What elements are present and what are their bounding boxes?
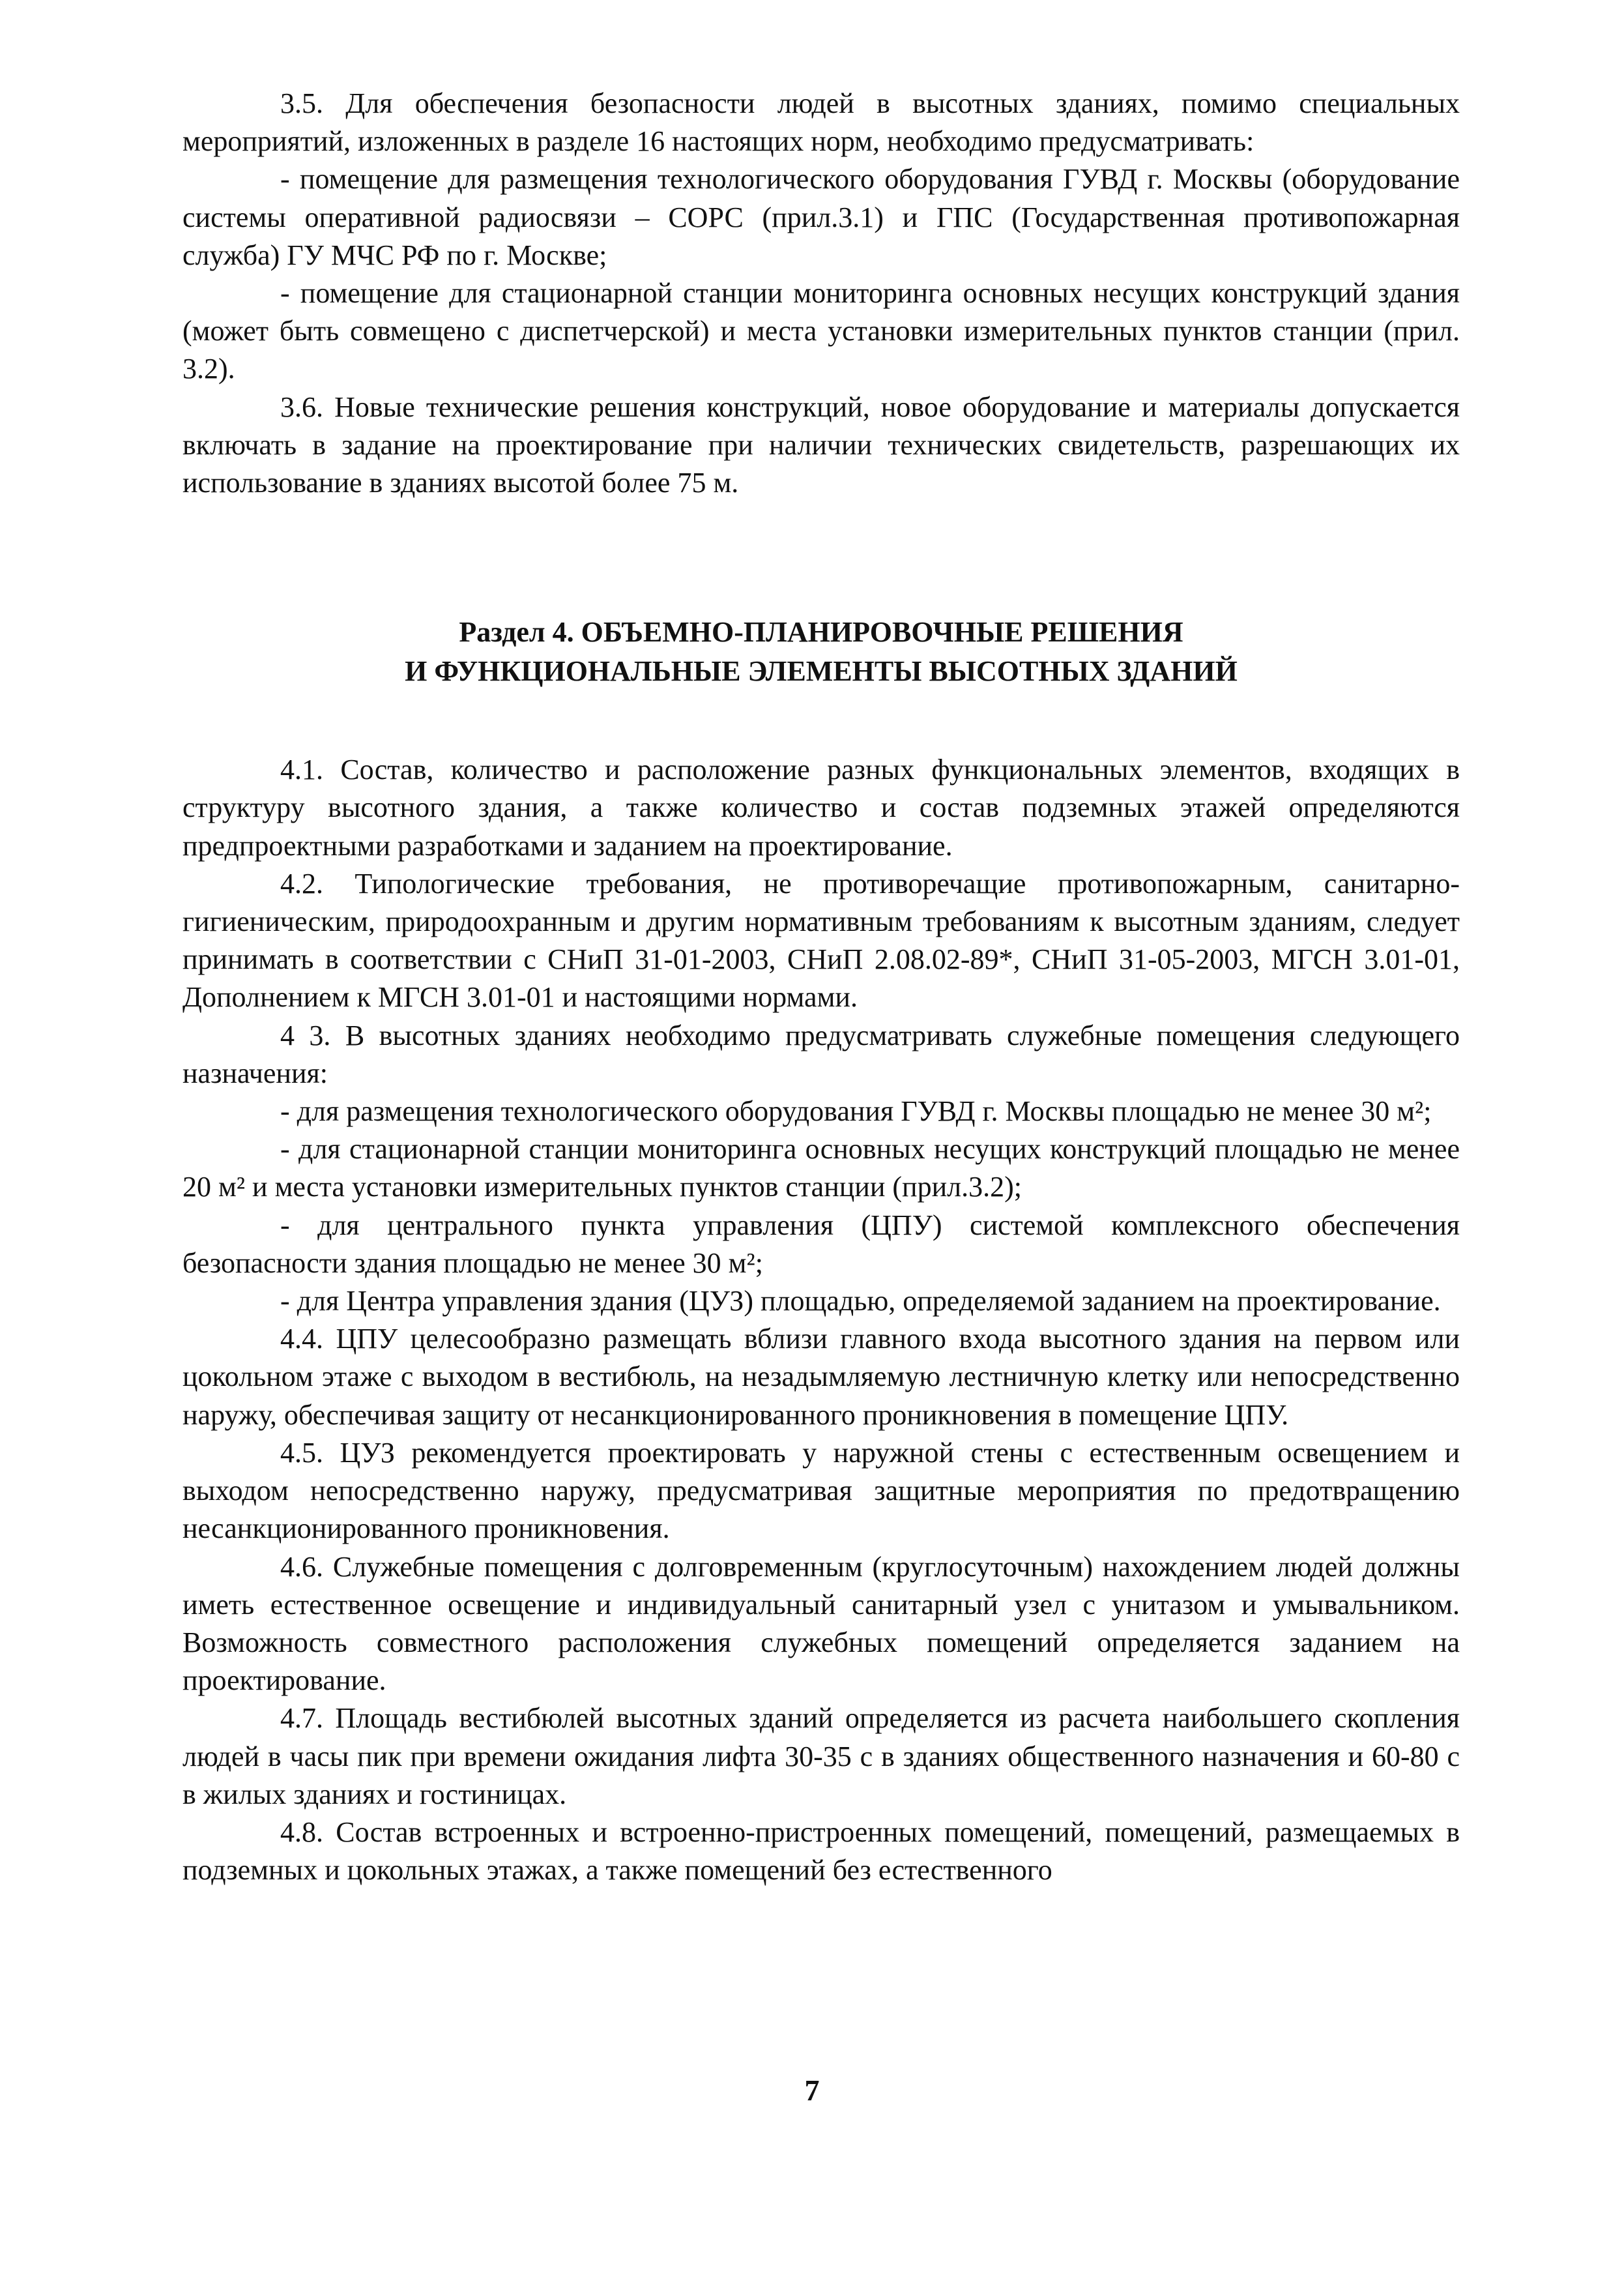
paragraph-4-3-item-2: - для стационарной станции мониторинга основных несущих конструкций площадью не менее 20 м² и места установки измерительных пунктов станции (прил.3.2);: [182, 1133, 1460, 1203]
page-number: 7: [804, 2074, 820, 2107]
paragraph-4-4: 4.4. ЦПУ целесообразно размещать вблизи главного входа высотного здания на первом или цокольном этаже с выходом в вестибюль, на незадымляемую лестничную клетку или непосредственно наружу, обеспечивая защиту от несанкционированного проникновения в помещение ЦПУ.: [182, 1323, 1460, 1431]
paragraph-4-2: 4.2. Типологические требования, не противоречащие противопожарным, санитарно-гигиеническим, природоохранным и другим нормативным требованиям к высотным зданиям, следует принимать в соответствии с СНиП 31-01-2003, СНиП 2.08.02-89*, СНиП 31-05-2003, МГСН 3.01-01, Дополнением к МГСН 3.01-01 и настоящими нормами.: [182, 867, 1460, 1014]
paragraph-4-3-item-1: - для размещения технологического оборудования ГУВД г. Москвы площадью не менее 30 м²;: [280, 1095, 1432, 1128]
paragraph-4-3-item-3: - для центрального пункта управления (ЦПУ) системой комплексного обеспечения безопасности здания площадью не менее 30 м²;: [182, 1209, 1460, 1279]
paragraph-3-5-item-2: - помещение для стационарной станции мониторинга основных несущих конструкций здания (может быть совмещено с диспетчерской) и места установки измерительных пунктов станции (прил. 3.2).: [182, 277, 1460, 385]
paragraph-4-7: 4.7. Площадь вестибюлей высотных зданий определяется из расчета наибольшего скопления людей в часы пик при времени ожидания лифта 30-35 с в зданиях общественного назначения и 60-80 с в жилых зданиях и гостиницах.: [182, 1702, 1460, 1810]
section-4-heading-line-2: И ФУНКЦИОНАЛЬНЫЕ ЭЛЕМЕНТЫ ВЫСОТНЫХ ЗДАНИЙ: [405, 655, 1238, 688]
paragraph-4-1: 4.1. Состав, количество и расположение разных функциональных элементов, входящих в структуру высотного здания, а также количество и состав подземных этажей определяются предпроектными разработками и заданием на проектирование.: [182, 754, 1460, 862]
paragraph-4-6: 4.6. Служебные помещения с долговременным (круглосуточным) нахождением людей должны иметь естественное освещение и индивидуальный санитарный узел с унитазом и умывальником. Возможность совместного расположения служебных помещений определяется заданием на проектирование.: [182, 1550, 1460, 1697]
paragraph-3-6: 3.6. Новые технические решения конструкций, новое оборудование и материалы допускается включать в задание на проектирование при наличии технических свидетельств, разрешающих их использование в зданиях высотой более 75 м.: [182, 390, 1460, 499]
paragraph-4-5: 4.5. ЦУЗ рекомендуется проектировать у наружной стены с естественным освещением и выходом непосредственно наружу, предусматривая защитные мероприятия по предотвращению несанкционированного проникновения.: [182, 1436, 1460, 1545]
section-4-heading: [182, 613, 1460, 691]
paragraph-4-8: 4.8. Состав встроенных и встроенно-пристроенных помещений, помещений, размещаемых в подземных и цокольных этажах, а также помещений без естественного: [182, 1815, 1460, 1887]
paragraph-4-3: 4 3. В высотных зданиях необходимо предусматривать служебные помещения следующего назначения:: [182, 1019, 1460, 1089]
paragraph-4-3-item-4: - для Центра управления здания (ЦУЗ) площадью, определяемой заданием на проектирование.: [280, 1285, 1441, 1317]
section-4-heading-line-1: Раздел 4. ОБЪЕМНО-ПЛАНИРОВОЧНЫЕ РЕШЕНИЯ: [459, 616, 1183, 649]
document-page: [182, 85, 1460, 1889]
paragraph-3-5-item-1: - помещение для размещения технологического оборудования ГУВД г. Москвы (оборудование системы оперативной радиосвязи – СОРС (прил.3.1) и ГПС (Государственная противопожарная служба) ГУ МЧС РФ по г. Москве;: [182, 163, 1460, 271]
paragraph-3-5: 3.5. Для обеспечения безопасности людей в высотных зданиях, помимо специальных мероприятий, изложенных в разделе 16 настоящих норм, необходимо предусматривать:: [182, 87, 1460, 158]
